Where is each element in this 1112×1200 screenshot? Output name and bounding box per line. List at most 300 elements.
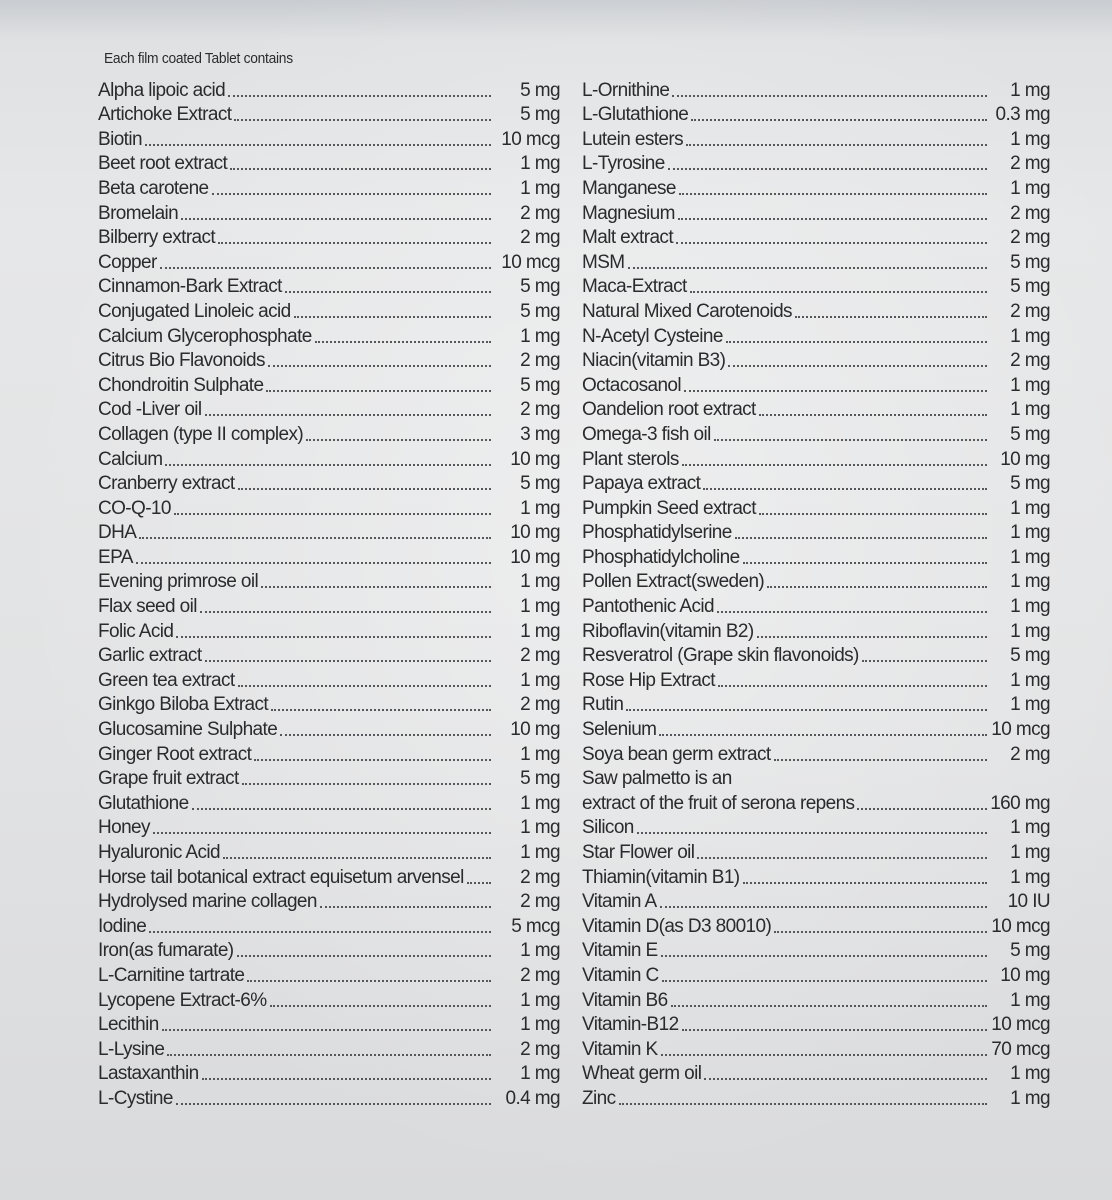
ingredient-name: Vitamin E <box>582 940 658 962</box>
ingredient-name: Vitamin D(as D3 80010) <box>582 915 772 937</box>
ingredient-amount: 0.3 mg <box>995 104 1050 126</box>
dot-leader <box>857 808 987 810</box>
dot-leader <box>223 857 491 859</box>
ingredient-name: Glucosamine Sulphate <box>98 719 278 741</box>
ingredient-name: Phosphatidylcholine <box>582 546 740 568</box>
ingredient-row <box>98 543 560 568</box>
ingredient-amount: 1 mg <box>520 497 560 519</box>
ingredient-name: Vitamin B6 <box>582 989 668 1011</box>
dot-leader <box>743 882 987 884</box>
ingredient-name: Malt extract <box>582 227 673 249</box>
ingredient-amount: 2 mg <box>520 645 560 667</box>
dot-leader <box>212 193 491 195</box>
ingredient-amount: 10 IU <box>1007 891 1050 913</box>
ingredient-amount: 5 mg <box>1010 276 1050 298</box>
dot-leader <box>165 464 491 466</box>
ingredient-name: Lycopene Extract-6% <box>98 989 267 1011</box>
ingredient-row <box>582 715 1050 740</box>
ingredient-name: Copper <box>98 251 157 273</box>
dot-leader <box>315 341 491 343</box>
ingredient-amount: 1 mg <box>520 842 560 863</box>
dot-leader <box>238 488 491 490</box>
ingredient-amount: 10 mcg <box>501 251 560 273</box>
ingredient-amount: 2 mg <box>520 202 560 224</box>
ingredient-amount: 1 mg <box>1010 866 1050 888</box>
dot-leader <box>176 1103 491 1105</box>
dot-leader <box>139 537 491 539</box>
ingredient-row <box>582 445 1050 470</box>
ingredient-amount: 1 mg <box>520 817 560 839</box>
ingredient-name: Rutin <box>582 694 624 716</box>
ingredient-row <box>98 986 560 1011</box>
ingredient-name: Soya bean germ extract <box>582 743 771 765</box>
ingredient-row <box>98 150 560 175</box>
dot-leader <box>795 316 987 318</box>
ingredient-row <box>98 1035 560 1060</box>
dot-leader <box>774 759 987 761</box>
ingredient-name: Manganese <box>582 177 676 199</box>
dot-leader <box>659 734 987 736</box>
ingredient-row <box>98 814 560 839</box>
ingredient-name: Natural Mixed Carotenoids <box>582 300 792 322</box>
dot-leader <box>266 390 491 392</box>
ingredient-amount: 10 mg <box>510 448 560 470</box>
ingredient-row <box>582 888 1050 913</box>
ingredient-amount: 5 mg <box>520 276 560 298</box>
ingredient-row <box>98 863 560 888</box>
ingredient-name: Phosphatidylserine <box>582 522 732 544</box>
ingredient-row <box>98 937 560 962</box>
ingredient-row <box>98 396 560 421</box>
ingredient-amount: 1 mg <box>520 620 560 642</box>
ingredient-amount: 10 mg <box>510 546 560 568</box>
ingredient-row <box>582 617 1050 642</box>
ingredient-name: Omega-3 fish oil <box>582 423 711 445</box>
dot-leader <box>205 660 491 662</box>
ingredient-row <box>582 568 1050 593</box>
ingredient-name: Iron(as fumarate) <box>98 940 234 962</box>
ingredient-name: Folic Acid <box>98 620 174 642</box>
dot-leader <box>679 193 987 195</box>
ingredient-row <box>98 642 560 667</box>
ingredient-row <box>582 1084 1050 1109</box>
ingredient-amount: 1 mg <box>1010 596 1050 618</box>
dot-leader <box>167 1054 491 1056</box>
dot-leader <box>270 1005 492 1007</box>
ingredient-amount: 5 mg <box>1010 940 1050 962</box>
ingredient-row <box>98 765 560 790</box>
dot-leader <box>306 439 491 441</box>
ingredient-row <box>582 125 1050 150</box>
ingredient-amount: 1 mg <box>520 669 560 691</box>
ingredient-amount: 1 mg <box>520 571 560 593</box>
ingredient-row <box>98 1084 560 1109</box>
ingredient-row <box>98 371 560 396</box>
ingredient-amount: 5 mg <box>520 104 560 126</box>
ingredient-amount: 1 mg <box>520 792 560 814</box>
ingredient-name: Garlic extract <box>98 645 202 667</box>
ingredient-amount: 1 mg <box>1010 571 1050 593</box>
ingredient-amount: 1 mg <box>1010 497 1050 519</box>
ingredient-amount: 1 mg <box>520 1063 560 1085</box>
ingredient-name: L-Lysine <box>98 1038 165 1060</box>
dot-leader <box>703 488 987 490</box>
ingredient-amount: 1 mg <box>1010 989 1050 1011</box>
dot-leader <box>136 562 491 564</box>
ingredient-row <box>582 765 1050 790</box>
ingredient-row <box>582 592 1050 617</box>
ingredient-row <box>98 715 560 740</box>
ingredient-row <box>98 273 560 298</box>
ingredient-name: Cranberry extract <box>98 473 235 495</box>
dot-leader <box>230 168 491 170</box>
composition-heading: Each film coated Tablet contains <box>104 50 293 67</box>
ingredient-amount: 1 mg <box>1010 177 1050 199</box>
ingredient-row <box>98 322 560 347</box>
ingredient-amount: 1 mg <box>1010 374 1050 396</box>
ingredient-name: Silicon <box>582 817 634 839</box>
ingredient-amount: 10 mcg <box>501 128 560 150</box>
ingredient-name: Beet root extract <box>98 153 228 175</box>
dot-leader <box>237 955 491 957</box>
ingredient-amount: 1 mg <box>1010 1087 1050 1109</box>
dot-leader <box>661 1054 987 1056</box>
ingredient-name: L-Ornithine <box>582 79 670 101</box>
ingredient-name: Alpha lipoic acid <box>98 79 226 101</box>
ingredient-name: Flax seed oil <box>98 596 197 618</box>
ingredient-amount: 10 mcg <box>991 915 1050 937</box>
ingredient-name: Honey <box>98 817 150 839</box>
ingredient-name: Vitamin-B12 <box>582 1014 679 1036</box>
ingredient-row <box>98 912 560 937</box>
ingredient-name: L-Carnitine tartrate <box>98 964 245 986</box>
ingredient-amount: 10 mg <box>1000 964 1050 986</box>
ingredient-amount: 160 mg <box>990 792 1050 814</box>
ingredient-name: Green tea extract <box>98 669 235 691</box>
dot-leader <box>619 1103 988 1105</box>
ingredient-name: Thiamin(vitamin B1) <box>582 866 740 888</box>
ingredient-name: Iodine <box>98 915 147 937</box>
dot-leader <box>200 611 491 613</box>
ingredient-row <box>582 494 1050 519</box>
ingredient-name: Lastaxanthin <box>98 1063 199 1085</box>
ingredient-amount: 2 mg <box>520 694 560 716</box>
ingredient-amount: 2 mg <box>1010 300 1050 322</box>
ingredient-name: Saw palmetto is an <box>582 768 732 790</box>
ingredient-name: Papaya extract <box>582 473 701 495</box>
ingredient-name: Artichoke Extract <box>98 104 232 126</box>
dot-leader <box>247 980 491 982</box>
dot-leader <box>162 1029 491 1031</box>
dot-leader <box>757 636 987 638</box>
dot-leader <box>759 513 987 515</box>
dot-leader <box>467 882 491 884</box>
dot-leader <box>690 291 987 293</box>
ingredient-amount: 10 mg <box>510 522 560 544</box>
ingredient-name: L-Cystine <box>98 1087 173 1109</box>
dot-leader <box>268 365 491 367</box>
ingredient-name: MSM <box>582 251 625 273</box>
ingredient-amount: 2 mg <box>520 399 560 421</box>
ingredient-name: Calcium Glycerophosphate <box>98 325 312 347</box>
ingredient-amount: 1 mg <box>1010 1063 1050 1085</box>
dot-leader <box>735 783 987 785</box>
dot-leader <box>726 341 987 343</box>
ingredient-amount: 2 mg <box>1010 153 1050 175</box>
ingredient-name: Pumpkin Seed extract <box>582 497 756 519</box>
ingredient-row <box>582 519 1050 544</box>
ingredient-name: extract of the fruit of serona repens <box>582 792 855 814</box>
ingredient-name: Hyaluronic Acid <box>98 842 220 863</box>
dot-leader <box>637 832 987 834</box>
dot-leader <box>192 808 491 810</box>
dot-leader <box>205 414 491 416</box>
ingredient-amount: 1 mg <box>520 596 560 618</box>
dot-leader <box>628 267 987 269</box>
ingredient-amount: 1 mg <box>520 743 560 765</box>
ingredient-name: CO-Q-10 <box>98 497 171 519</box>
dot-leader <box>684 390 987 392</box>
ingredient-row <box>98 76 560 101</box>
ingredient-row <box>582 420 1050 445</box>
dot-leader <box>678 218 987 220</box>
ingredient-row <box>582 371 1050 396</box>
dot-leader <box>767 586 987 588</box>
ingredient-row <box>582 543 1050 568</box>
ingredient-row <box>582 297 1050 322</box>
ingredient-amount: 5 mg <box>520 768 560 790</box>
ingredient-amount: 10 mcg <box>991 1014 1050 1036</box>
ingredient-amount: 1 mg <box>1010 669 1050 691</box>
ingredient-amount: 1 mg <box>520 989 560 1011</box>
ingredient-name: Cod -Liver oil <box>98 399 202 421</box>
ingredient-name: Vitamin A <box>582 891 657 913</box>
dot-leader <box>735 537 987 539</box>
dot-leader <box>153 832 491 834</box>
ingredient-row <box>98 420 560 445</box>
ingredient-amount: 1 mg <box>520 1014 560 1036</box>
ingredient-amount: 2 mg <box>520 891 560 913</box>
ingredient-row <box>582 470 1050 495</box>
ingredient-row <box>582 396 1050 421</box>
ingredient-row <box>582 224 1050 249</box>
ingredient-row <box>98 789 560 814</box>
ingredient-row <box>582 1035 1050 1060</box>
ingredient-name: Resveratrol (Grape skin flavonoids) <box>582 645 859 667</box>
ingredient-amount: 5 mg <box>1010 251 1050 273</box>
ingredient-row <box>582 937 1050 962</box>
ingredient-row <box>582 912 1050 937</box>
ingredient-row <box>582 961 1050 986</box>
ingredients-left-column <box>98 76 560 1109</box>
ingredient-row <box>582 814 1050 839</box>
ingredient-name: L-Glutathione <box>582 104 689 126</box>
ingredient-amount: 5 mg <box>520 374 560 396</box>
dot-leader <box>218 242 491 244</box>
ingredient-name: Conjugated Linoleic acid <box>98 300 291 322</box>
ingredient-row <box>582 76 1050 101</box>
ingredient-name: Ginger Root extract <box>98 743 252 765</box>
dot-leader <box>686 144 987 146</box>
ingredient-amount: 1 mg <box>520 940 560 962</box>
ingredient-name: Bilberry extract <box>98 227 216 249</box>
dot-leader <box>228 95 491 97</box>
dot-leader <box>662 980 987 982</box>
ingredient-row <box>98 691 560 716</box>
ingredient-row <box>582 691 1050 716</box>
ingredient-row <box>582 1011 1050 1036</box>
ingredient-row <box>582 986 1050 1011</box>
ingredient-name: Hydrolysed marine collagen <box>98 891 317 913</box>
dot-leader <box>704 1078 987 1080</box>
ingredient-name: Biotin <box>98 128 142 150</box>
ingredient-row <box>98 347 560 372</box>
ingredient-name: Beta carotene <box>98 177 209 199</box>
ingredient-row <box>582 322 1050 347</box>
ingredient-name: Citrus Bio Flavonoids <box>98 350 265 372</box>
dot-leader <box>672 95 987 97</box>
ingredient-row <box>98 666 560 691</box>
ingredient-name: Riboflavin(vitamin B2) <box>582 620 754 642</box>
dot-leader <box>626 709 987 711</box>
ingredient-row <box>98 224 560 249</box>
ingredient-row <box>582 174 1050 199</box>
dot-leader <box>234 119 491 121</box>
dot-leader <box>242 783 491 785</box>
dot-leader <box>202 1078 491 1080</box>
ingredients-right-column <box>582 76 1050 1109</box>
ingredient-name: Maca-Extract <box>582 276 687 298</box>
dot-leader <box>280 734 491 736</box>
ingredient-amount: 5 mcg <box>511 915 560 937</box>
ingredient-name: Lecithin <box>98 1014 159 1036</box>
ingredient-name: Wheat germ oil <box>582 1063 702 1085</box>
ingredient-amount: 10 mcg <box>991 719 1050 741</box>
ingredient-row <box>582 273 1050 298</box>
ingredient-row <box>98 1011 560 1036</box>
dot-leader <box>717 611 987 613</box>
dot-leader <box>714 439 987 441</box>
dot-leader <box>271 709 491 711</box>
ingredient-name: Grape fruit extract <box>98 768 239 790</box>
ingredient-row <box>582 248 1050 273</box>
ingredient-name: Selenium <box>582 719 657 741</box>
ingredient-row <box>98 568 560 593</box>
ingredient-row <box>582 740 1050 765</box>
ingredient-name: Zinc <box>582 1087 616 1109</box>
ingredient-amount: 5 mg <box>1010 473 1050 495</box>
dot-leader <box>661 955 987 957</box>
ingredient-name: L-Tyrosine <box>582 153 665 175</box>
ingredient-amount: 10 mg <box>510 719 560 741</box>
ingredient-amount: 2 mg <box>520 227 560 249</box>
ingredient-amount: 5 mg <box>1010 645 1050 667</box>
ingredient-row <box>98 199 560 224</box>
dot-leader <box>160 267 491 269</box>
dot-leader <box>676 242 987 244</box>
ingredient-name: Vitamin K <box>582 1038 658 1060</box>
ingredient-amount: 1 mg <box>1010 79 1050 101</box>
ingredient-amount: 70 mcg <box>991 1038 1050 1060</box>
ingredient-amount: 1 mg <box>1010 522 1050 544</box>
dot-leader <box>697 857 987 859</box>
ingredient-row <box>582 838 1050 863</box>
dot-leader <box>691 119 987 121</box>
dot-leader <box>759 414 987 416</box>
dot-leader <box>728 365 987 367</box>
ingredient-name: Pantothenic Acid <box>582 596 714 618</box>
dot-leader <box>774 931 987 933</box>
ingredient-amount: 2 mg <box>1010 227 1050 249</box>
ingredient-name: Octacosanol <box>582 374 682 396</box>
ingredient-amount: 2 mg <box>520 964 560 986</box>
dot-leader <box>145 144 491 146</box>
dot-leader <box>668 168 987 170</box>
ingredient-name: Ginkgo Biloba Extract <box>98 694 269 716</box>
ingredient-name: EPA <box>98 546 133 568</box>
ingredient-name: Chondroitin Sulphate <box>98 374 264 396</box>
ingredient-amount: 2 mg <box>520 866 560 888</box>
ingredient-amount: 5 mg <box>520 473 560 495</box>
ingredient-row <box>98 470 560 495</box>
ingredient-row <box>98 101 560 126</box>
ingredient-row <box>98 519 560 544</box>
ingredient-row <box>98 125 560 150</box>
ingredient-name: Glutathione <box>98 792 189 814</box>
ingredient-row <box>582 863 1050 888</box>
ingredient-amount: 1 mg <box>520 177 560 199</box>
ingredient-row <box>98 740 560 765</box>
ingredient-row <box>582 101 1050 126</box>
ingredient-row <box>582 347 1050 372</box>
dot-leader <box>254 759 491 761</box>
dot-leader <box>294 316 491 318</box>
ingredient-name: Horse tail botanical extract equisetum arvensel <box>98 866 464 888</box>
ingredient-row <box>582 789 1050 814</box>
ingredient-name: Pollen Extract(sweden) <box>582 571 765 593</box>
dot-leader <box>261 586 491 588</box>
dot-leader <box>149 931 491 933</box>
ingredient-row <box>98 174 560 199</box>
ingredient-amount: 3 mg <box>520 423 560 445</box>
dot-leader <box>671 1005 987 1007</box>
dot-leader <box>682 1029 987 1031</box>
ingredient-row <box>98 592 560 617</box>
ingredient-amount: 2 mg <box>520 1038 560 1060</box>
ingredient-name: N-Acetyl Cysteine <box>582 325 723 347</box>
ingredient-amount: 1 mg <box>1010 620 1050 642</box>
ingredient-row <box>582 666 1050 691</box>
ingredient-name: Bromelain <box>98 202 179 224</box>
ingredient-row <box>98 248 560 273</box>
ingredient-amount: 0.4 mg <box>505 1087 560 1109</box>
ingredient-name: Collagen (type II complex) <box>98 423 304 445</box>
ingredient-amount: 5 mg <box>520 300 560 322</box>
ingredient-amount: 1 mg <box>1010 128 1050 150</box>
ingredient-amount: 2 mg <box>1010 743 1050 765</box>
ingredient-amount: 2 mg <box>1010 202 1050 224</box>
ingredient-name: Oandelion root extract <box>582 399 756 421</box>
ingredient-row <box>98 445 560 470</box>
dot-leader <box>320 906 491 908</box>
ingredient-amount: 1 mg <box>1010 546 1050 568</box>
ingredient-name: DHA <box>98 522 137 544</box>
ingredient-amount: 1 mg <box>1010 817 1050 839</box>
ingredient-amount: 1 mg <box>1010 694 1050 716</box>
ingredient-name: Vitamin C <box>582 964 659 986</box>
ingredient-name: Magnesium <box>582 202 675 224</box>
ingredient-amount: 5 mg <box>1010 423 1050 445</box>
